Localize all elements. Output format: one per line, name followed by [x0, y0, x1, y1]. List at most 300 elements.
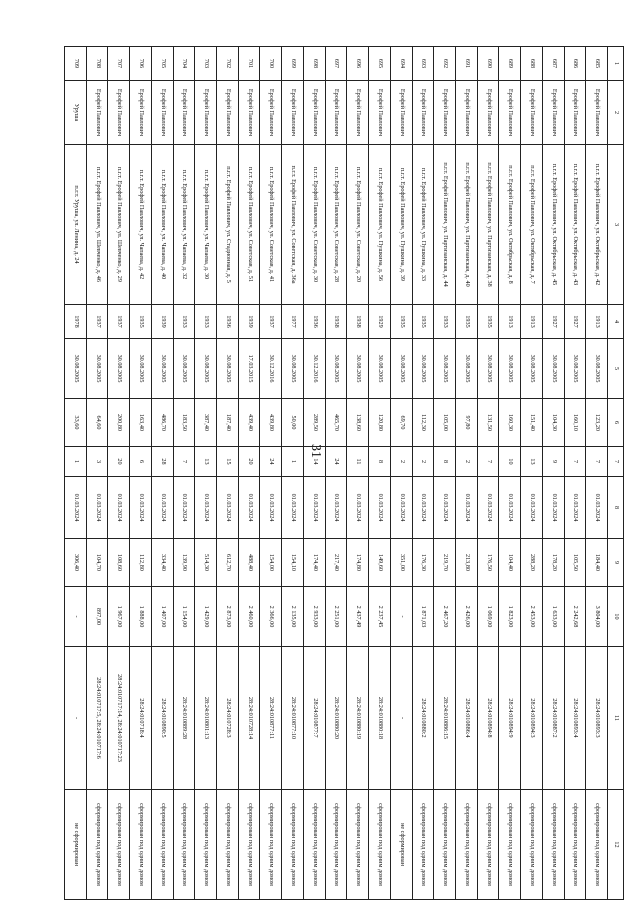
cell-cadastral-number: - — [390, 647, 412, 790]
cell-address: п.г.т. Ерофей Павлович, ул. Чапаева, д. 40 — [151, 145, 173, 305]
cell-land-area: 3 804,00 — [586, 587, 608, 647]
cell-address: п.г.т. Ерофей Павлович, ул. Стадионная, д. 5 — [217, 145, 239, 305]
column-number-4: 4 — [608, 305, 624, 339]
cell-area: 160,10 — [564, 399, 586, 447]
cell-date: 30.08.2005 — [369, 339, 391, 399]
cell-address: п.г.т. Ерофей Павлович, ул. Партизанская, д. 40 — [455, 145, 477, 305]
cell-row-number: 699 — [282, 47, 304, 81]
cell-value: 154,00 — [260, 539, 282, 587]
cell-date: 30.08.2005 — [282, 339, 304, 399]
column-number-9: 9 — [608, 539, 624, 587]
table-row — [303, 47, 325, 900]
cell-cadastral-number: 28:24:010877:11 — [260, 647, 282, 790]
cell-date: 30.08.2005 — [586, 339, 608, 399]
cell-date-2: 01.03.2024 — [521, 477, 543, 539]
cell-date-2: 01.03.2024 — [412, 477, 434, 539]
cell-date: 30.08.2005 — [542, 339, 564, 399]
cell-cadastral-number: 28:24:010894:3 — [521, 647, 543, 790]
cell-land-area: 2 437,49 — [347, 587, 369, 647]
cell-date: 30.08.2005 — [564, 339, 586, 399]
table-row — [390, 47, 412, 900]
cell-area: 200,80 — [108, 399, 130, 447]
cell-value: 105,50 — [564, 539, 586, 587]
table-row — [564, 47, 586, 900]
cell-value: 184,40 — [586, 539, 608, 587]
cell-land-status: сформирован под одним домом — [369, 790, 391, 900]
cell-land-status: сформирован под одним домом — [173, 790, 195, 900]
cell-land-status: сформирован под одним домом — [564, 790, 586, 900]
column-number-7: 7 — [608, 447, 624, 477]
cell-year-built: 1913 — [499, 305, 521, 339]
cell-land-area: 2 453,00 — [521, 587, 543, 647]
cell-cadastral-number: 28:24:010886:15 — [434, 647, 456, 790]
cell-row-number: 703 — [195, 47, 217, 81]
cell-land-area: 1 069,00 — [477, 587, 499, 647]
cell-address: п.г.т. Ерофей Павлович, ул. Шевченко, д. 29 — [108, 145, 130, 305]
cell-value: 112,80 — [130, 539, 152, 587]
cell-locality: Ерофей Павлович — [412, 81, 434, 145]
cell-address: п.г.т. Уруша, ул. Ленина, д. 24 — [65, 145, 87, 305]
cell-year-built: 1913 — [521, 305, 543, 339]
cell-year-built: 1933 — [173, 305, 195, 339]
table-row — [108, 47, 130, 900]
cell-residents: 6 — [130, 447, 152, 477]
cell-date: 30.08.2005 — [347, 339, 369, 399]
cell-land-status: сформирован под одним домом — [521, 790, 543, 900]
cell-cadastral-number: 28:24:010880:20 — [325, 647, 347, 790]
cell-residents: 3 — [86, 447, 108, 477]
cell-land-area: 2 251,00 — [325, 587, 347, 647]
cell-date: 30.08.2005 — [151, 339, 173, 399]
column-number-5: 5 — [608, 339, 624, 399]
cell-year-built: 1927 — [542, 305, 564, 339]
cell-residents: 20 — [238, 447, 260, 477]
cell-date: 17.03.2015 — [238, 339, 260, 399]
table-row — [260, 47, 282, 900]
cell-year-built: 1933 — [434, 305, 456, 339]
cell-cadastral-number: 28:24:010877:10 — [282, 647, 304, 790]
cell-row-number: 695 — [369, 47, 391, 81]
cell-land-area: 2 467,20 — [434, 587, 456, 647]
cell-address: п.г.т. Ерофей Павлович, ул. Партизанская, д. 44 — [434, 145, 456, 305]
cell-residents: 2 — [455, 447, 477, 477]
cell-land-status: сформирован под одним домом — [130, 790, 152, 900]
cell-locality: Ерофей Павлович — [303, 81, 325, 145]
table-row — [586, 47, 608, 900]
cell-area: 33,60 — [65, 399, 87, 447]
cell-row-number: 708 — [86, 47, 108, 81]
cell-land-status: сформирован под одним домом — [412, 790, 434, 900]
cell-row-number: 696 — [347, 47, 369, 81]
cell-locality: Ерофей Павлович — [325, 81, 347, 145]
cell-date-2: 01.03.2024 — [238, 477, 260, 539]
cell-area: 112,30 — [412, 399, 434, 447]
cell-land-area: - — [390, 587, 412, 647]
cell-date: 30.08.2005 — [86, 339, 108, 399]
cell-locality: Уруша — [65, 81, 87, 145]
cell-year-built: 1933 — [195, 305, 217, 339]
cell-cadastral-number: 28:24:010801:13 — [195, 647, 217, 790]
cell-row-number: 704 — [173, 47, 195, 81]
cell-land-area: 1 888,00 — [130, 587, 152, 647]
cell-value: 176,30 — [412, 539, 434, 587]
table-row — [217, 47, 239, 900]
cell-area: 439,80 — [260, 399, 282, 447]
cell-date-2: 01.03.2024 — [260, 477, 282, 539]
cell-locality: Ерофей Павлович — [108, 81, 130, 145]
cell-value: 213,80 — [455, 539, 477, 587]
cell-area: 131,50 — [477, 399, 499, 447]
column-number-3: 3 — [608, 145, 624, 305]
cell-land-status: сформирован под одним домом — [151, 790, 173, 900]
cell-land-area: 2 426,00 — [455, 587, 477, 647]
cell-residents: 11 — [347, 447, 369, 477]
cell-residents: 7 — [586, 447, 608, 477]
table-row — [65, 47, 87, 900]
cell-row-number: 685 — [586, 47, 608, 81]
cell-value: 174,80 — [347, 539, 369, 587]
cell-land-area: 1 429,00 — [195, 587, 217, 647]
cell-year-built: 1935 — [412, 305, 434, 339]
cell-date-2: 01.03.2024 — [455, 477, 477, 539]
cell-locality: Ерофей Павлович — [499, 81, 521, 145]
cell-locality: Ерофей Павлович — [434, 81, 456, 145]
cell-residents: 7 — [477, 447, 499, 477]
cell-date: 30.08.2005 — [521, 339, 543, 399]
column-number-10: 10 — [608, 587, 624, 647]
cell-locality: Ерофей Павлович — [217, 81, 239, 145]
cell-date-2: 01.03.2024 — [369, 477, 391, 539]
cell-residents: 13 — [521, 447, 543, 477]
column-number-1: 1 — [608, 47, 624, 81]
cell-land-status: сформирован под одним домом — [477, 790, 499, 900]
cell-cadastral-number: 28:24:010728:14 — [238, 647, 260, 790]
cell-date-2: 01.03.2024 — [564, 477, 586, 539]
cell-year-built: 1935 — [477, 305, 499, 339]
cell-date-2: 01.03.2024 — [130, 477, 152, 539]
cell-residents: 24 — [260, 447, 282, 477]
cell-year-built: 1939 — [238, 305, 260, 339]
cell-date-2: 01.03.2024 — [303, 477, 325, 539]
cell-date-2: 01.03.2024 — [282, 477, 304, 539]
cell-land-status: сформирован под одним домом — [108, 790, 130, 900]
cell-area: 387,40 — [195, 399, 217, 447]
cell-address: п.г.т. Ерофей Павлович, ул. Октябрьская, д. 43 — [564, 145, 586, 305]
cell-row-number: 693 — [412, 47, 434, 81]
cell-residents: 1 — [65, 447, 87, 477]
cell-value: 488,40 — [238, 539, 260, 587]
cell-land-area: 2 135,00 — [282, 587, 304, 647]
table-row — [477, 47, 499, 900]
cell-area: 138,60 — [347, 399, 369, 447]
cell-date-2: 01.03.2024 — [108, 477, 130, 539]
cell-land-status: сформирован под одним домом — [325, 790, 347, 900]
cell-area: 104,30 — [542, 399, 564, 447]
cell-address: п.г.т. Ерофей Павлович, ул. Чапаева, д. 42 — [130, 145, 152, 305]
table-row — [282, 47, 304, 900]
cell-value: 154,10 — [282, 539, 304, 587]
cell-row-number: 694 — [390, 47, 412, 81]
cell-year-built: 1929 — [369, 305, 391, 339]
cell-date: 30.08.2005 — [325, 339, 347, 399]
cell-land-area: 2 933,00 — [303, 587, 325, 647]
table-row — [455, 47, 477, 900]
cell-date-2: 01.03.2024 — [434, 477, 456, 539]
cell-address: п.г.т. Ерофей Павлович, ул. Партизанская, д. 38 — [477, 145, 499, 305]
cell-date: 30.08.2005 — [217, 339, 239, 399]
cell-value: 174,40 — [303, 539, 325, 587]
cell-address: п.г.т. Ерофей Павлович, ул. Пушкина, д. 33 — [412, 145, 434, 305]
cell-date: 30.08.2005 — [65, 339, 87, 399]
cell-locality: Ерофей Павлович — [369, 81, 391, 145]
column-number-header-row — [608, 47, 624, 900]
cell-cadastral-number: 28:24:010893:4 — [564, 647, 586, 790]
cell-year-built: 1938 — [347, 305, 369, 339]
cell-date: 30.08.2005 — [390, 339, 412, 399]
cell-area: 123,20 — [586, 399, 608, 447]
cell-land-status: сформирован под одним домом — [542, 790, 564, 900]
cell-address: п.г.т. Ерофей Павлович, ул. Пушкина, д. 39 — [390, 145, 412, 305]
cell-land-status: сформирован под одним домом — [260, 790, 282, 900]
cell-locality: Ерофей Павлович — [542, 81, 564, 145]
cell-row-number: 701 — [238, 47, 260, 81]
cell-year-built: 1938 — [325, 305, 347, 339]
cell-cadastral-number: 28:24:010887:2 — [542, 647, 564, 790]
cell-area: 105,00 — [434, 399, 456, 447]
cell-land-status: сформирован под одним домом — [586, 790, 608, 900]
housing-registry-table — [64, 46, 624, 900]
cell-cadastral-number: 28:24:010718:4 — [130, 647, 152, 790]
table-row — [434, 47, 456, 900]
cell-value: 514,30 — [195, 539, 217, 587]
cell-land-area: 1 871,03 — [412, 587, 434, 647]
cell-address: п.г.т. Ерофей Павлович, ул. Советская, д. 30 — [303, 145, 325, 305]
cell-address: п.г.т. Ерофей Павлович, ул. Октябрьская, д. 7 — [521, 145, 543, 305]
cell-cadastral-number: 28:24:010717:5, 28:24:010717:6 — [86, 647, 108, 790]
cell-land-area: 1 823,00 — [499, 587, 521, 647]
cell-date-2: 01.03.2024 — [217, 477, 239, 539]
cell-row-number: 705 — [151, 47, 173, 81]
cell-locality: Ерофей Павлович — [260, 81, 282, 145]
cell-residents: 9 — [542, 447, 564, 477]
cell-residents: 2 — [412, 447, 434, 477]
cell-locality: Ерофей Павлович — [238, 81, 260, 145]
cell-value: 178,20 — [542, 539, 564, 587]
cell-land-area: 1 633,00 — [542, 587, 564, 647]
cell-residents: 10 — [499, 447, 521, 477]
cell-date: 30.08.2005 — [499, 339, 521, 399]
table-body — [65, 47, 608, 900]
cell-residents: 24 — [325, 447, 347, 477]
cell-date-2: 01.03.2024 — [542, 477, 564, 539]
column-number-12: 12 — [608, 790, 624, 900]
cell-area: 183,50 — [173, 399, 195, 447]
cell-cadastral-number: 28:24:010893:3 — [586, 647, 608, 790]
cell-year-built: 1936 — [303, 305, 325, 339]
cell-row-number: 691 — [455, 47, 477, 81]
cell-land-area: 2 873,00 — [217, 587, 239, 647]
cell-locality: Ерофей Павлович — [455, 81, 477, 145]
cell-land-area: 2 460,00 — [238, 587, 260, 647]
cell-year-built: 1913 — [586, 305, 608, 339]
cell-locality: Ерофей Павлович — [282, 81, 304, 145]
cell-land-area: 2 366,00 — [260, 587, 282, 647]
cell-locality: Ерофей Павлович — [521, 81, 543, 145]
cell-residents: 28 — [151, 447, 173, 477]
table-row — [238, 47, 260, 900]
cell-year-built: 1927 — [564, 305, 586, 339]
cell-date: 30.08.2005 — [173, 339, 195, 399]
cell-area: 465,70 — [325, 399, 347, 447]
cell-area: 97,80 — [455, 399, 477, 447]
cell-row-number: 697 — [325, 47, 347, 81]
cell-date: 30.08.2005 — [434, 339, 456, 399]
cell-land-status: сформирован под одним домом — [238, 790, 260, 900]
cell-cadastral-number: 28:24:010889:28 — [173, 647, 195, 790]
cell-land-status: сформирован под одним домом — [303, 790, 325, 900]
cell-row-number: 709 — [65, 47, 87, 81]
table-row — [151, 47, 173, 900]
table-row — [369, 47, 391, 900]
cell-row-number: 700 — [260, 47, 282, 81]
cell-date: 30.12.2016 — [260, 339, 282, 399]
cell-date: 30.08.2005 — [130, 339, 152, 399]
cell-area: 187,40 — [217, 399, 239, 447]
cell-value: 108,60 — [108, 539, 130, 587]
cell-year-built: 1939 — [151, 305, 173, 339]
cell-date-2: 01.03.2024 — [390, 477, 412, 539]
cell-cadastral-number: - — [65, 647, 87, 790]
cell-residents: 14 — [303, 447, 325, 477]
cell-address: п.г.т. Ерофей Павлович, ул. Советская, д. 28 — [325, 145, 347, 305]
cell-area: 64,60 — [86, 399, 108, 447]
cell-residents: 1 — [282, 447, 304, 477]
cell-cadastral-number: 28:24:010880:2 — [412, 647, 434, 790]
cell-land-status: не сформирован — [65, 790, 87, 900]
cell-row-number: 707 — [108, 47, 130, 81]
cell-cadastral-number: 28:24:010886:4 — [455, 647, 477, 790]
table-row — [173, 47, 195, 900]
cell-land-area: 2 237,45 — [369, 587, 391, 647]
cell-row-number: 690 — [477, 47, 499, 81]
cell-year-built: 1978 — [65, 305, 87, 339]
cell-area: 160,30 — [499, 399, 521, 447]
cell-land-area: 2 242,68 — [564, 587, 586, 647]
table-row — [499, 47, 521, 900]
cell-land-status: сформирован под одним домом — [434, 790, 456, 900]
cell-value: 217,40 — [325, 539, 347, 587]
cell-land-status: сформирован под одним домом — [217, 790, 239, 900]
table-row — [325, 47, 347, 900]
cell-year-built: 1937 — [108, 305, 130, 339]
cell-address: п.г.т. Ерофей Павлович, ул. Октябрьская, д. 45 — [542, 145, 564, 305]
cell-cadastral-number: 28:24:010717:14, 28:24:010717:23 — [108, 647, 130, 790]
cell-year-built: 1935 — [455, 305, 477, 339]
cell-locality: Ерофей Павлович — [586, 81, 608, 145]
cell-date: 30.08.2005 — [477, 339, 499, 399]
cell-date: 30.08.2005 — [412, 339, 434, 399]
cell-residents: 20 — [108, 447, 130, 477]
cell-land-area: 1 407,00 — [151, 587, 173, 647]
cell-residents: 8 — [434, 447, 456, 477]
cell-residents: 7 — [564, 447, 586, 477]
table-row — [195, 47, 217, 900]
cell-area: 289,50 — [303, 399, 325, 447]
cell-row-number: 688 — [521, 47, 543, 81]
cell-value: 351,00 — [390, 539, 412, 587]
cell-date-2: 01.03.2024 — [586, 477, 608, 539]
cell-value: 104,40 — [499, 539, 521, 587]
cell-land-status: сформирован под одним домом — [195, 790, 217, 900]
cell-date-2: 01.03.2024 — [173, 477, 195, 539]
rotated-table-container — [64, 46, 624, 899]
cell-row-number: 689 — [499, 47, 521, 81]
cell-date-2: 01.03.2024 — [477, 477, 499, 539]
cell-land-status: сформирован под одним домом — [86, 790, 108, 900]
cell-date: 30.08.2005 — [455, 339, 477, 399]
cell-land-area: 1 967,00 — [108, 587, 130, 647]
cell-date-2: 01.03.2024 — [195, 477, 217, 539]
cell-land-status: сформирован под одним домом — [499, 790, 521, 900]
cell-land-status: сформирован под одним домом — [347, 790, 369, 900]
cell-locality: Ерофей Павлович — [130, 81, 152, 145]
cell-cadastral-number: 28:24:010890:5 — [151, 647, 173, 790]
cell-area: 50,00 — [282, 399, 304, 447]
cell-area: 151,40 — [521, 399, 543, 447]
cell-date-2: 01.03.2024 — [65, 477, 87, 539]
cell-address: п.г.т. Ерофей Павлович, ул. Советская, д. 20 — [347, 145, 369, 305]
cell-cadastral-number: 28:24:010728:3 — [217, 647, 239, 790]
cell-date-2: 01.03.2024 — [86, 477, 108, 539]
cell-year-built: 1935 — [390, 305, 412, 339]
cell-year-built: 1935 — [130, 305, 152, 339]
cell-value: 139,90 — [173, 539, 195, 587]
cell-address: п.г.т. Ерофей Павлович, ул. Советская, д. 41 — [260, 145, 282, 305]
cell-land-status: не сформирован — [390, 790, 412, 900]
cell-address: п.г.т. Ерофей Павлович, ул. Советская, д. 36а — [282, 145, 304, 305]
cell-residents: 8 — [369, 447, 391, 477]
cell-value: 288,20 — [521, 539, 543, 587]
cell-area: 439,40 — [238, 399, 260, 447]
cell-date-2: 01.03.2024 — [151, 477, 173, 539]
cell-cadastral-number: 28:24:010894:8 — [477, 647, 499, 790]
cell-land-area: - — [65, 587, 87, 647]
cell-address: п.г.т. Ерофей Павлович, ул. Чапаева, д. 30 — [195, 145, 217, 305]
cell-row-number: 702 — [217, 47, 239, 81]
cell-land-area: 1 154,00 — [173, 587, 195, 647]
cell-date: 30.08.2005 — [108, 339, 130, 399]
cell-date-2: 01.03.2024 — [347, 477, 369, 539]
cell-value: 334,40 — [151, 539, 173, 587]
cell-cadastral-number: 28:24:010877:7 — [303, 647, 325, 790]
cell-address: п.г.т. Ерофей Павлович, ул. Октябрьская, д. 8 — [499, 145, 521, 305]
cell-cadastral-number: 28:24:010894:9 — [499, 647, 521, 790]
cell-year-built: 1977 — [282, 305, 304, 339]
column-number-6: 6 — [608, 399, 624, 447]
cell-locality: Ерофей Павлович — [477, 81, 499, 145]
cell-row-number: 687 — [542, 47, 564, 81]
cell-row-number: 692 — [434, 47, 456, 81]
cell-cadastral-number: 28:24:010880:18 — [369, 647, 391, 790]
cell-year-built: 1937 — [260, 305, 282, 339]
cell-date-2: 01.03.2024 — [499, 477, 521, 539]
cell-land-area: 897,00 — [86, 587, 108, 647]
table-row — [130, 47, 152, 900]
cell-residents: 7 — [173, 447, 195, 477]
page-number: 31 — [308, 444, 323, 458]
cell-locality: Ерофей Павлович — [347, 81, 369, 145]
cell-date: 30.08.2005 — [195, 339, 217, 399]
